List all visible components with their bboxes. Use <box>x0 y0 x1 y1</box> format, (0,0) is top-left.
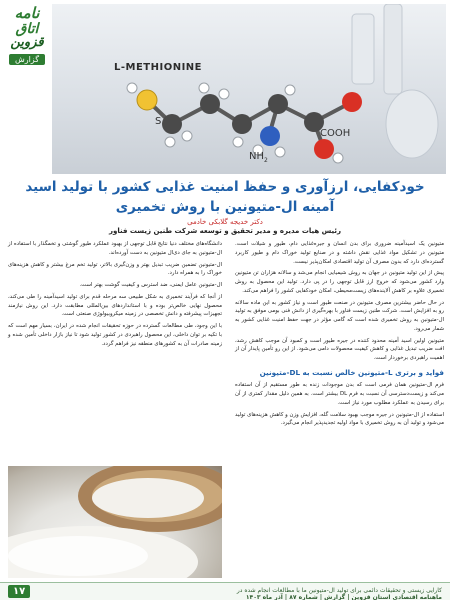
section-subheading: فواید و برتری L-متیونین خالص نسبت به DL-متیونین <box>259 367 444 377</box>
paragraph: ال-متیونین تضمین ضریب تبدیل بهتر و وزن‌گیری بالاتر، تولید تخم مرغ بیشتر و کاهش هزینه‌های خوراک را به همراه دارد. <box>8 261 222 277</box>
page-footer <box>0 582 450 600</box>
powder-in-spoon <box>92 478 204 518</box>
paragraph: استفاده از ال-متیونین در جیره موجب بهبود سلامت گله، افزایش وزن و کاهش هزینه‌های تولید می‌شود و تولید آن به روش تخمیری با مواد اولیه تجدیدپذیر انجام می‌گیرد. <box>235 411 444 427</box>
article-column-left <box>8 240 222 351</box>
carboxyl-label: COOH <box>320 128 351 139</box>
masthead-line-1: نامه <box>14 4 40 22</box>
amine-text: NH <box>249 151 264 162</box>
glassware-shape <box>384 4 402 94</box>
glassware-shape <box>352 14 374 84</box>
footer-publication <box>62 587 442 600</box>
flask-shape <box>386 90 438 158</box>
carbon-atom <box>162 114 182 134</box>
amine-subscript: 2 <box>264 157 268 164</box>
paragraph: فرم ال-متیونین همان فرمی است که بدن موجودات زنده به طور مستقیم از آن استفاده می‌کند و زیست‌دسترسی آن نسبت به فرم DL بیشتر است. به همین دلیل مقدار کمتری از آن برای رسیدن به عملکرد مطلوب مورد نیاز است. <box>235 382 444 406</box>
article-column-right <box>235 240 444 431</box>
section-tag: گزارش <box>9 54 45 65</box>
powder-highlight <box>8 536 148 576</box>
page-number: ۱۷ <box>8 585 30 598</box>
masthead <box>6 6 48 114</box>
hero-molecule-image <box>52 4 446 174</box>
byline <box>100 218 350 237</box>
oxygen-atom <box>342 92 362 112</box>
powder-spoon-photo <box>8 466 222 578</box>
paragraph: متیونین اولین اسید آمینه محدود کننده در جیره طیور است و کمبود آن موجب کاهش رشد، افت ضریب تبدیل غذایی و کاهش کیفیت محصولات دامی می‌شود. از این رو تأمین پایدار آن از اهمیت راهبردی برخوردار است. <box>235 337 444 361</box>
paragraph: با این وجود، طی مطالعات گسترده در حوزه تحقیقات انجام شده در ایران، بسیار مهم است که با تکیه بر توان داخلی، این محصول راهبردی در کشور تولید شود تا نیاز بازار داخلی تأمین شده و زمینه صادرات آن به کشورهای منطقه نیز فراهم گردد. <box>8 323 222 347</box>
masthead-line-2: اتاق <box>15 20 39 37</box>
nitrogen-atom <box>260 126 280 146</box>
oxygen-atom <box>314 139 334 159</box>
paragraph: متیونین یک اسیدآمینه ضروری برای بدن انسان و جیره‌غذایی دام، طیور و شیلات است. متیونین در تشکیل مواد غذایی نقش داشته و در صنایع تولید خوراک دام و طیور کاربرد گسترده‌ای دارد که بدون مصرف آن تولید اقتصادی امکان‌پذیر نیست. <box>235 241 444 265</box>
sulfur-label: S <box>155 116 162 127</box>
footer-issue: ماهنامه اقتصادی استان قزوین | گزارش | شماره ۸۷ | آذر ماه ۱۴۰۳ <box>245 594 442 600</box>
article-title-block <box>8 178 442 217</box>
amine-label <box>249 151 268 164</box>
paragraph: دانشگاه‌های مختلف دنیا نتایج قابل توجهی از بهبود عملکرد طیور گوشتی و تخمگذار با استفاده از ال-متیونین به جای دی‌ال متیونین به دست آورده‌اند. <box>8 241 222 256</box>
paragraph: از آنجا که فرآیند تخمیری به شکل طبیعی سه مرحله قدم برای تولید اسیدآمینه را طی می‌کند، محصول نهایی خالص‌تر بوده و با استانداردهای بین‌المللی مطابقت دارد. این روش نیازمند تجهیزات پیشرفته و دانش تخصصی در زمینه میکروبیولوژی صنعتی است. <box>8 293 222 318</box>
carbon-atom <box>268 94 288 114</box>
powder-illustration <box>8 466 222 578</box>
carbon-atom <box>232 114 252 134</box>
paragraph: پیش از این تولید متیونین در جهان به روش شیمیایی انجام می‌شد و سالانه هزاران تن متیونین وارد کشور می‌شود که خروج ارز قابل توجهی را در پی دارد. تولید این محصول به روش تخمیری علاوه بر کاهش آلاینده‌های زیست‌محیطی، امکان خودکفایی کشور را فراهم می‌کند. <box>235 270 444 294</box>
author-role: رئیس هیات مدیره و مدیر تحقیق و توسعه شرکت طنین زیست فناور <box>108 227 342 236</box>
masthead-line-3: قزوین <box>10 35 44 51</box>
molecule-name-label: L-METHIONINE <box>114 62 203 73</box>
sulfur-atom <box>137 90 157 110</box>
article-title: خودکفایی، ارزآوری و حفظ امنیت غذایی کشور با تولید اسید آمینه ال-متیونین با روش تخمیری <box>25 179 425 215</box>
footer-note: کارایی زیستی و تحقیقات دائمی برای تولید ال-متیونین ما با مطالعات انجام شده در <box>236 587 442 594</box>
author-name: دکتر خدیجه گلابکی خادمی <box>187 218 263 226</box>
carbon-atom <box>200 94 220 114</box>
paragraph: ال-متیونین عامل ایمنی، ضد استرس و کیفیت گوشت بهتر است. <box>79 282 222 288</box>
paragraph: در حال حاضر بیشترین مصرف متیونین در صنعت طیور است و نیاز کشور به این ماده سالانه رو به افزایش است. شرکت طنین زیست فناور با بهره‌گیری از دانش فنی بومی موفق به تولید ال-متیونین به روش تخمیری شده است که گامی مؤثر در جهت حفظ امنیت غذایی کشور به شمار می‌رود. <box>235 299 444 332</box>
molecule-diagram <box>52 4 446 174</box>
